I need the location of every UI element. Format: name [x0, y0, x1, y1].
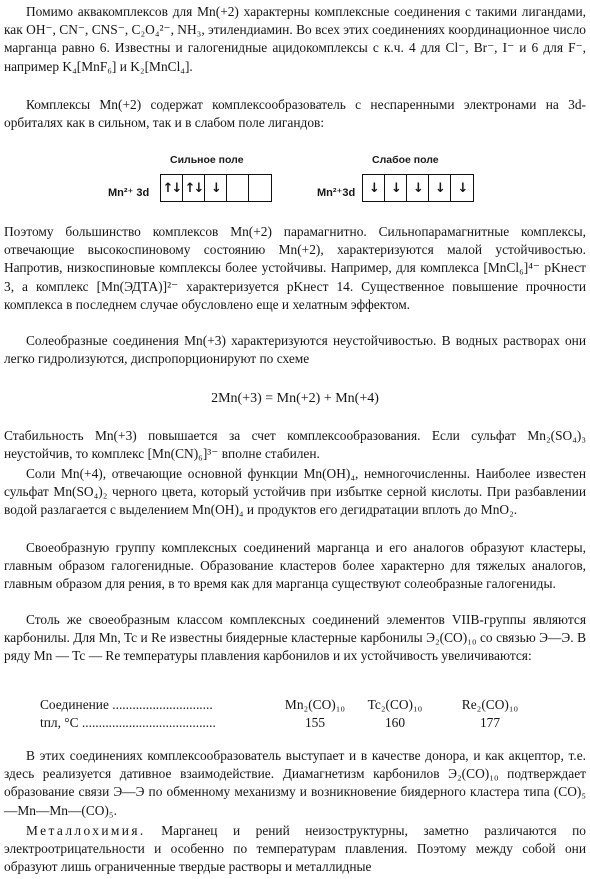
paragraph-mn3-salts: Солеобразные соединения Mn(+3) характеризуются неустойчивостью. В водных растворах они легко гидролизуются, диспропорционируют по схеме — [4, 333, 586, 367]
table-cell: 177 — [479, 715, 501, 730]
table-row — [0, 715, 590, 733]
table-cell: 160 — [384, 715, 406, 730]
paragraph-unpaired-electrons: Комплексы Mn(+2) содержат комплексообразователь с неспаренными электронами на 3d-орбиталях как в сильном, так и в слабом поле лигандов: — [4, 97, 586, 131]
table-row-label: tпл, °C ........................................ — [40, 715, 216, 730]
orbital-cell: ↓ — [385, 175, 407, 201]
paragraph-complexes-mn2: Помимо аквакомплексов для Mn(+2) характерны комплексные соединения с такими лигандами, как OH⁻, CN⁻, CNS⁻, C₂O₄²⁻, NH₃, этилендиамин. Во всех этих соединениях координационное число марганца равно 6. Известны и галогенидные ацидокомплексы с к.ч. 4 для Cl⁻, Br⁻, I⁻ и 6 для F⁻, например K₄[MnF₆] и K₂[MnCl₄]. — [4, 4, 586, 74]
orbital-cell: ↓ — [407, 175, 429, 201]
table-cell: Tc₂(CO)₁₀ — [367, 697, 423, 712]
table-cell: 155 — [304, 715, 326, 730]
orbital-cell: ↑↓ — [161, 175, 183, 201]
weak-field-orbital-diagram — [362, 174, 474, 202]
orbital-cell: ↓ — [363, 175, 385, 201]
orbital-cell — [249, 175, 271, 201]
table-cell: Mn₂(CO)₁₀ — [284, 697, 346, 712]
orbital-cell: ↓ — [429, 175, 451, 201]
strong-field-orbital-diagram — [160, 174, 272, 202]
strong-field-title: Сильное поле — [170, 154, 244, 166]
paragraph-clusters: Своеобразную группу комплексных соединений марганца и его аналогов образуют кластеры, главным образом галогенидные. Образование кластеров более характерно для тяжелых аналогов, главным образом для рения, в то время как для марганца существуют солеобразные галогениды. — [4, 540, 586, 592]
paragraph-metallochemistry — [4, 822, 586, 877]
paragraph-mn4-salts: Соли Mn(+4), отвечающие основной функции Mn(OH)₄, немногочисленны. Наиболее известен сульфат Mn(SO₄)₂ черного цвета, который устойчив при избытке серной кислоты. При разбавлении водой разлагается с выделением Mn(OH)₄ и продуктов его дегидратации вплоть до MnO₂. — [4, 466, 586, 518]
weak-field-title: Слабое поле — [372, 154, 439, 166]
paragraph-carbonyls: Столь же своеобразным классом комплексных соединений элементов VIIB-группы являются карбонилы. Для Mn, Tc и Re известны биядерные кластерные карбонилы Э₂(CO)₁₀ со связью Э—Э. В ряду Mn — Tc — Re температуры плавления карбонилов и их устойчивость увеличиваются: — [4, 612, 586, 664]
table-row — [0, 697, 590, 715]
paragraph-mn3-stability: Стабильность Mn(+3) повышается за счет комплексообразования. Если сульфат Mn₂(SO₄)₃ неустойчив, то комплекс [Mn(CN)₆]³⁻ вполне стабилен. — [4, 428, 586, 462]
strong-field-mn-label: Mn²⁺ 3d — [108, 187, 150, 199]
paragraph-dative-interaction: В этих соединениях комплексообразователь выступает и в качестве донора, и как акцептор, т.е. здесь реализуется дативное взаимодействие. Диамагнетизм карбонилов Э₂(CO)₁₀ подтверждает образование связи Э—Э по обменному механизму и возникновение биядерного кластера типа (CO)₅—Mn—Mn—(CO)₅. — [4, 748, 586, 818]
orbital-cell — [227, 175, 249, 201]
paragraph-paramagnetism: Поэтому большинство комплексов Mn(+2) парамагнитно. Сильнопарамагнитные комплексы, отвечающие высокоспиновому состоянию Mn(+2), характеризуются малой устойчивостью. Напротив, низкоспиновые комплексы более устойчивы. Например, для комплекса [MnCl₆]⁴⁻ pKнест 3, а комплекс [Mn(ЭДТА)]²⁻ характеризуется pKнест 14. Существенное повышение прочности комплекса в последнем случае обусловлено еще и хелатным эффектом. — [4, 224, 586, 312]
metallochemistry-text: Марганец и рений неизоструктурны, заметно различаются по электроотрицательности и особенно по температурам плавления. Поэтому между собой они образуют лишь ограниченные твердые растворы и металлидные — [4, 823, 586, 875]
disproportionation-equation: 2Mn(+3) = Mn(+2) + Mn(+4) — [211, 391, 379, 406]
weak-field-mn-label: Mn²⁺3d — [317, 187, 356, 199]
orbital-cell: ↑↓ — [183, 175, 205, 201]
orbital-cell: ↓ — [205, 175, 227, 201]
table-cell: Re₂(CO)₁₀ — [461, 697, 519, 712]
table-row-label: Соединение .............................. — [40, 697, 213, 712]
metallochemistry-heading: Металлохимия. — [26, 823, 146, 838]
orbital-cell: ↓ — [457, 180, 467, 196]
